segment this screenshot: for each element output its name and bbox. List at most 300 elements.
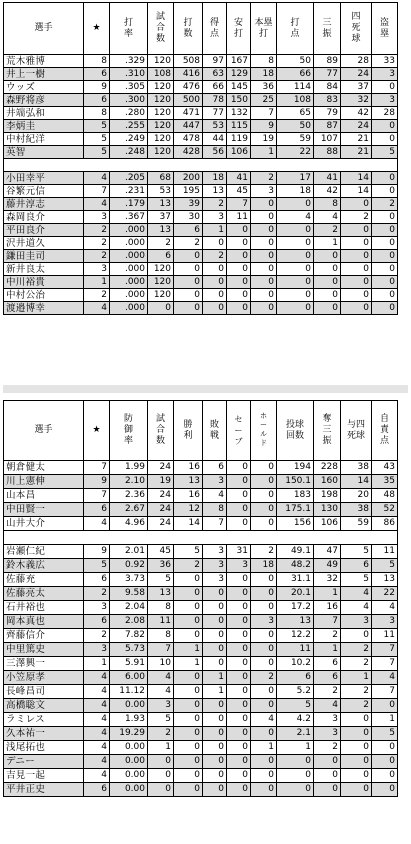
stat-cell: 11 bbox=[227, 211, 251, 224]
stat-cell: 447 bbox=[174, 120, 203, 133]
stat-cell: 41 bbox=[314, 172, 341, 185]
batting-stats-table bbox=[3, 2, 398, 315]
stat-cell: 48.2 bbox=[277, 559, 314, 573]
pitcher-row bbox=[4, 503, 398, 517]
stat-cell: 0 bbox=[277, 250, 314, 263]
stat-cell: 1 bbox=[203, 685, 227, 699]
stat-cell: 0 bbox=[227, 629, 251, 643]
stat-cell: 200 bbox=[174, 172, 203, 185]
stat-cell: 0 bbox=[314, 769, 341, 783]
star-rating: 6 bbox=[84, 94, 110, 107]
stat-cell: 6 bbox=[314, 671, 341, 685]
stat-cell: 0 bbox=[227, 685, 251, 699]
stat-cell: 0.92 bbox=[110, 559, 148, 573]
stat-cell: 2 bbox=[251, 671, 277, 685]
stat-cell: 24 bbox=[148, 461, 174, 475]
stat-cell: 0 bbox=[277, 302, 314, 315]
stat-cell: 4 bbox=[314, 211, 341, 224]
player-name: 長峰昌司 bbox=[4, 685, 84, 699]
star-rating: 6 bbox=[84, 573, 110, 587]
stat-cell: .248 bbox=[110, 146, 148, 159]
stat-cell: 0 bbox=[251, 263, 277, 276]
pitcher-row bbox=[4, 615, 398, 629]
stat-cell: 0 bbox=[174, 615, 203, 629]
star-rating: 4 bbox=[84, 755, 110, 769]
stat-cell: 19 bbox=[148, 475, 174, 489]
stat-cell: 59 bbox=[277, 133, 314, 146]
stat-cell: 0 bbox=[203, 629, 227, 643]
stat-cell: 183 bbox=[277, 489, 314, 503]
stat-cell: 0 bbox=[341, 769, 372, 783]
stat-cell: 18 bbox=[251, 559, 277, 573]
stat-cell: 1 bbox=[251, 741, 277, 755]
stat-cell: 0 bbox=[314, 276, 341, 289]
stat-cell: 4 bbox=[148, 671, 174, 685]
stat-cell: 0 bbox=[341, 727, 372, 741]
player-name: 小笠原孝 bbox=[4, 671, 84, 685]
stat-cell: 3 bbox=[203, 211, 227, 224]
stat-cell: 20 bbox=[341, 489, 372, 503]
stat-cell: 416 bbox=[174, 68, 203, 81]
stat-cell: 500 bbox=[174, 94, 203, 107]
stat-cell: 11 bbox=[372, 629, 398, 643]
stat-cell: 28 bbox=[341, 55, 372, 68]
stat-cell: 2.10 bbox=[110, 475, 148, 489]
star-rating: 4 bbox=[84, 198, 110, 211]
stat-cell: 0 bbox=[372, 237, 398, 250]
stat-cell: 7 bbox=[227, 198, 251, 211]
player-name: 新井良太 bbox=[4, 263, 84, 276]
stat-cell: 2 bbox=[341, 643, 372, 657]
stat-cell: 0 bbox=[341, 755, 372, 769]
batter-row bbox=[4, 120, 398, 133]
player-name: 藤井淳志 bbox=[4, 198, 84, 211]
stat-cell: 0 bbox=[203, 769, 227, 783]
stat-cell: 0 bbox=[372, 81, 398, 94]
stat-cell: 24 bbox=[148, 517, 174, 531]
player-name: 朝倉健太 bbox=[4, 461, 84, 475]
player-name: 中川裕貴 bbox=[4, 276, 84, 289]
stat-cell: 36 bbox=[148, 559, 174, 573]
stat-cell: 8 bbox=[148, 601, 174, 615]
stat-cell: 0 bbox=[203, 699, 227, 713]
batting-col-header: 本塁打 bbox=[251, 3, 277, 55]
star-rating: 2 bbox=[84, 629, 110, 643]
stat-cell: 0 bbox=[174, 769, 203, 783]
stat-cell: 0 bbox=[203, 276, 227, 289]
stat-cell: 0 bbox=[251, 783, 277, 797]
stat-cell: 2 bbox=[251, 545, 277, 559]
stat-cell: 7 bbox=[203, 517, 227, 531]
stat-cell: 7 bbox=[372, 643, 398, 657]
stat-cell: 145 bbox=[227, 81, 251, 94]
stat-cell: 0 bbox=[251, 475, 277, 489]
stat-cell: 129 bbox=[227, 68, 251, 81]
stat-cell: 41 bbox=[227, 172, 251, 185]
pitcher-row bbox=[4, 685, 398, 699]
stat-cell: 97 bbox=[203, 55, 227, 68]
stat-cell: 3 bbox=[314, 713, 341, 727]
stat-cell: 0.00 bbox=[110, 755, 148, 769]
star-rating: 6 bbox=[84, 503, 110, 517]
stat-cell: 17.2 bbox=[277, 601, 314, 615]
stat-cell: 0 bbox=[372, 120, 398, 133]
player-name: 石井裕也 bbox=[4, 601, 84, 615]
stat-cell: 0 bbox=[203, 727, 227, 741]
star-rating: 3 bbox=[84, 263, 110, 276]
star-rating: 2 bbox=[84, 250, 110, 263]
batting-col-header: 安打 bbox=[227, 3, 251, 55]
player-name: 森野将彦 bbox=[4, 94, 84, 107]
stat-cell: 0 bbox=[203, 237, 227, 250]
stat-cell: 68 bbox=[148, 172, 174, 185]
stat-cell: 4 bbox=[314, 699, 341, 713]
batting-col-header: 三振 bbox=[314, 3, 341, 55]
pitcher-row bbox=[4, 755, 398, 769]
stat-cell: 18 bbox=[203, 172, 227, 185]
stat-cell: 0 bbox=[251, 573, 277, 587]
batter-row bbox=[4, 81, 398, 94]
player-name: 齊藤信介 bbox=[4, 629, 84, 643]
stat-cell: 65 bbox=[277, 107, 314, 120]
batting-col-header: 試合数 bbox=[148, 3, 174, 55]
pitcher-row bbox=[4, 517, 398, 531]
stat-cell: 4.2 bbox=[277, 713, 314, 727]
stat-cell: 87 bbox=[314, 120, 341, 133]
stat-cell: 32 bbox=[314, 573, 341, 587]
stat-cell: 0 bbox=[174, 713, 203, 727]
stat-cell: .249 bbox=[110, 133, 148, 146]
stat-cell: 0 bbox=[203, 643, 227, 657]
star-rating: 4 bbox=[84, 713, 110, 727]
stat-cell: 13 bbox=[203, 185, 227, 198]
pitcher-row bbox=[4, 783, 398, 797]
pitcher-row bbox=[4, 489, 398, 503]
stat-cell: 5 bbox=[372, 727, 398, 741]
batting-col-header: 盗塁 bbox=[372, 3, 398, 55]
pitcher-row bbox=[4, 461, 398, 475]
stat-cell: 0 bbox=[251, 601, 277, 615]
stat-cell: 198 bbox=[314, 489, 341, 503]
stat-cell: 0 bbox=[203, 263, 227, 276]
stat-cell: 2 bbox=[314, 741, 341, 755]
stat-cell: 5 bbox=[341, 545, 372, 559]
stat-cell: 0 bbox=[341, 263, 372, 276]
player-name: 渡邉博幸 bbox=[4, 302, 84, 315]
stat-cell: 14 bbox=[341, 172, 372, 185]
stat-cell: 0.00 bbox=[110, 783, 148, 797]
player-name: 中村紀洋 bbox=[4, 133, 84, 146]
star-rating: 2 bbox=[84, 224, 110, 237]
stat-cell: 3 bbox=[203, 475, 227, 489]
stat-cell: 2 bbox=[174, 237, 203, 250]
stat-cell: 0 bbox=[277, 289, 314, 302]
stat-cell: 0 bbox=[251, 211, 277, 224]
stat-cell: 42 bbox=[314, 185, 341, 198]
stat-cell: 2 bbox=[341, 699, 372, 713]
stat-cell: 0 bbox=[277, 198, 314, 211]
pitching-rows bbox=[4, 461, 398, 797]
stat-cell: 1.99 bbox=[110, 461, 148, 475]
spacer-cell bbox=[4, 531, 398, 545]
stat-cell: .255 bbox=[110, 120, 148, 133]
stat-cell: 0 bbox=[174, 276, 203, 289]
stat-cell: 2.36 bbox=[110, 489, 148, 503]
stat-cell: 7 bbox=[251, 107, 277, 120]
star-rating: 9 bbox=[84, 81, 110, 94]
stat-cell: 24 bbox=[341, 68, 372, 81]
stat-cell: 0 bbox=[227, 250, 251, 263]
batter-row bbox=[4, 302, 398, 315]
stat-cell: 9 bbox=[251, 120, 277, 133]
star-rating: 4 bbox=[84, 727, 110, 741]
stat-cell: 39 bbox=[174, 198, 203, 211]
stat-cell: 2 bbox=[203, 198, 227, 211]
stat-cell: 3 bbox=[314, 727, 341, 741]
stat-cell: 0 bbox=[148, 783, 174, 797]
stat-cell: 0 bbox=[227, 755, 251, 769]
batter-row bbox=[4, 276, 398, 289]
player-name: 久本祐一 bbox=[4, 727, 84, 741]
stat-cell: 0 bbox=[372, 769, 398, 783]
stat-cell: 0 bbox=[251, 685, 277, 699]
stat-cell: 44 bbox=[203, 133, 227, 146]
stat-cell: 1 bbox=[314, 237, 341, 250]
stat-cell: 50 bbox=[277, 55, 314, 68]
stat-cell: 6 bbox=[148, 250, 174, 263]
stat-cell: 0 bbox=[277, 755, 314, 769]
stat-cell: 0 bbox=[148, 769, 174, 783]
stat-cell: 5 bbox=[148, 713, 174, 727]
stat-cell: 6 bbox=[174, 224, 203, 237]
stat-cell: 84 bbox=[314, 81, 341, 94]
stat-cell: .310 bbox=[110, 68, 148, 81]
stat-cell: 0 bbox=[227, 475, 251, 489]
stat-cell: 66 bbox=[277, 68, 314, 81]
stat-cell: 4 bbox=[251, 713, 277, 727]
stat-cell: 30 bbox=[174, 211, 203, 224]
stat-cell: 0 bbox=[251, 250, 277, 263]
stat-cell: 195 bbox=[174, 185, 203, 198]
stat-cell: 78 bbox=[203, 94, 227, 107]
stat-cell: 0 bbox=[341, 741, 372, 755]
spacer-cell bbox=[4, 159, 398, 172]
stat-cell: 120 bbox=[148, 55, 174, 68]
player-name: 三澤興一 bbox=[4, 657, 84, 671]
stat-cell: 0 bbox=[227, 671, 251, 685]
stat-cell: 0 bbox=[174, 263, 203, 276]
batter-row bbox=[4, 250, 398, 263]
stat-cell: 0 bbox=[227, 615, 251, 629]
section-divider bbox=[3, 385, 408, 393]
stat-cell: 0 bbox=[372, 289, 398, 302]
stat-cell: 0 bbox=[174, 755, 203, 769]
stat-cell: 0 bbox=[227, 643, 251, 657]
star-rating: 3 bbox=[84, 601, 110, 615]
stat-cell: 2 bbox=[341, 685, 372, 699]
player-name: 荒木雅博 bbox=[4, 55, 84, 68]
pitching-col-header: 試合数 bbox=[148, 401, 174, 461]
stat-cell: 3 bbox=[203, 545, 227, 559]
stat-cell: 3 bbox=[372, 68, 398, 81]
stat-cell: 0 bbox=[341, 237, 372, 250]
stat-cell: 21 bbox=[341, 133, 372, 146]
stat-cell: 0 bbox=[203, 713, 227, 727]
stat-cell: 0 bbox=[372, 783, 398, 797]
player-name: 沢井道久 bbox=[4, 237, 84, 250]
stat-cell: 36 bbox=[251, 81, 277, 94]
stat-cell: 0 bbox=[203, 657, 227, 671]
stat-cell: 119 bbox=[227, 133, 251, 146]
stat-cell: 0 bbox=[251, 727, 277, 741]
stat-cell: .205 bbox=[110, 172, 148, 185]
pitching-col-header: 自責点 bbox=[372, 401, 398, 461]
star-rating: 4 bbox=[84, 517, 110, 531]
stat-cell: 0 bbox=[277, 237, 314, 250]
stat-cell: 0 bbox=[227, 657, 251, 671]
stat-cell: 5 bbox=[277, 699, 314, 713]
stat-cell: 4 bbox=[148, 685, 174, 699]
stat-cell: 0 bbox=[227, 302, 251, 315]
player-name: 岡本真也 bbox=[4, 615, 84, 629]
pitcher-row bbox=[4, 643, 398, 657]
pitcher-row bbox=[4, 559, 398, 573]
group-spacer bbox=[4, 531, 398, 545]
stat-cell: 2 bbox=[203, 250, 227, 263]
batter-row bbox=[4, 55, 398, 68]
stat-cell: 19 bbox=[251, 133, 277, 146]
stat-cell: 0 bbox=[251, 489, 277, 503]
batter-row bbox=[4, 211, 398, 224]
star-rating: 6 bbox=[84, 615, 110, 629]
star-rating: 4 bbox=[84, 699, 110, 713]
stat-cell: 38 bbox=[341, 461, 372, 475]
pitching-col-header: ホールド bbox=[251, 401, 277, 461]
stat-cell: 12.2 bbox=[277, 629, 314, 643]
stat-cell: 2 bbox=[148, 237, 174, 250]
star-rating: 9 bbox=[84, 475, 110, 489]
stat-cell: .000 bbox=[110, 224, 148, 237]
stat-cell: 150 bbox=[227, 94, 251, 107]
stat-cell: 1 bbox=[341, 671, 372, 685]
pitching-col-header: 勝利 bbox=[174, 401, 203, 461]
stat-cell: 0 bbox=[251, 503, 277, 517]
batter-row bbox=[4, 107, 398, 120]
stat-cell: 1.93 bbox=[110, 713, 148, 727]
stat-cell: 0 bbox=[148, 302, 174, 315]
stat-cell: .367 bbox=[110, 211, 148, 224]
pitcher-row bbox=[4, 671, 398, 685]
star-rating: 8 bbox=[84, 55, 110, 68]
pitcher-row bbox=[4, 727, 398, 741]
stat-cell: 0 bbox=[227, 237, 251, 250]
pitcher-row bbox=[4, 573, 398, 587]
stat-cell: 56 bbox=[203, 146, 227, 159]
stat-cell: 11 bbox=[148, 615, 174, 629]
batter-row bbox=[4, 263, 398, 276]
player-name: ラミレス bbox=[4, 713, 84, 727]
stat-cell: 0 bbox=[227, 741, 251, 755]
player-name: 浅尾拓也 bbox=[4, 741, 84, 755]
stat-cell: 0 bbox=[227, 224, 251, 237]
stat-cell: 0 bbox=[314, 289, 341, 302]
stat-cell: 1 bbox=[203, 224, 227, 237]
stat-cell: 17 bbox=[277, 172, 314, 185]
stat-cell: 0 bbox=[372, 224, 398, 237]
stat-cell: 0.00 bbox=[110, 769, 148, 783]
stat-cell: 25 bbox=[251, 94, 277, 107]
stat-cell: 0 bbox=[277, 263, 314, 276]
pitcher-row bbox=[4, 629, 398, 643]
stat-cell: 13 bbox=[174, 475, 203, 489]
player-name: デニー bbox=[4, 755, 84, 769]
stat-cell: 0 bbox=[277, 224, 314, 237]
stat-cell: 120 bbox=[148, 133, 174, 146]
stat-cell: 0 bbox=[251, 769, 277, 783]
stat-cell: 86 bbox=[372, 517, 398, 531]
stat-cell: 12 bbox=[174, 503, 203, 517]
player-name: 山本昌 bbox=[4, 489, 84, 503]
stat-cell: 0 bbox=[203, 741, 227, 755]
pitching-col-header: 奪三振 bbox=[314, 401, 341, 461]
stat-cell: 2 bbox=[314, 685, 341, 699]
stat-cell: 18 bbox=[251, 68, 277, 81]
star-rating: 4 bbox=[84, 172, 110, 185]
stat-cell: 10 bbox=[148, 657, 174, 671]
pitcher-row bbox=[4, 475, 398, 489]
stat-cell: 120 bbox=[148, 81, 174, 94]
stat-cell: 0 bbox=[174, 741, 203, 755]
player-name: 高橋聡文 bbox=[4, 699, 84, 713]
stat-cell: 5.2 bbox=[277, 685, 314, 699]
star-rating: 4 bbox=[84, 741, 110, 755]
batter-row bbox=[4, 224, 398, 237]
stat-cell: 0 bbox=[174, 289, 203, 302]
stat-cell: 28 bbox=[372, 107, 398, 120]
batting-col-header: ★ bbox=[84, 3, 110, 55]
batting-col-header: 打率 bbox=[110, 3, 148, 55]
stat-cell: .000 bbox=[110, 276, 148, 289]
stat-cell: 50 bbox=[277, 120, 314, 133]
player-name: 鎌田圭司 bbox=[4, 250, 84, 263]
star-rating: 4 bbox=[84, 769, 110, 783]
stat-cell: .280 bbox=[110, 107, 148, 120]
stat-cell: 0 bbox=[174, 685, 203, 699]
stat-cell: 31.1 bbox=[277, 573, 314, 587]
stat-cell: 0 bbox=[277, 769, 314, 783]
stat-cell: 38 bbox=[341, 503, 372, 517]
player-name: 吉見一起 bbox=[4, 769, 84, 783]
stat-cell: 5 bbox=[372, 146, 398, 159]
stat-cell: 0 bbox=[341, 289, 372, 302]
stat-cell: 48 bbox=[372, 489, 398, 503]
stat-cell: 0 bbox=[277, 783, 314, 797]
star-rating: 5 bbox=[84, 133, 110, 146]
stat-cell: 18 bbox=[277, 185, 314, 198]
stat-cell: 4.96 bbox=[110, 517, 148, 531]
stat-cell: 2.08 bbox=[110, 615, 148, 629]
stat-cell: 2.04 bbox=[110, 601, 148, 615]
stat-cell: 13 bbox=[372, 573, 398, 587]
player-name: 小田幸平 bbox=[4, 172, 84, 185]
batting-col-header: 選手 bbox=[4, 3, 84, 55]
stat-cell: 7 bbox=[148, 643, 174, 657]
stat-cell: 0 bbox=[341, 250, 372, 263]
stat-cell: .000 bbox=[110, 302, 148, 315]
pitching-header-row bbox=[4, 401, 398, 461]
star-rating: 6 bbox=[84, 783, 110, 797]
stat-cell: 0 bbox=[227, 289, 251, 302]
